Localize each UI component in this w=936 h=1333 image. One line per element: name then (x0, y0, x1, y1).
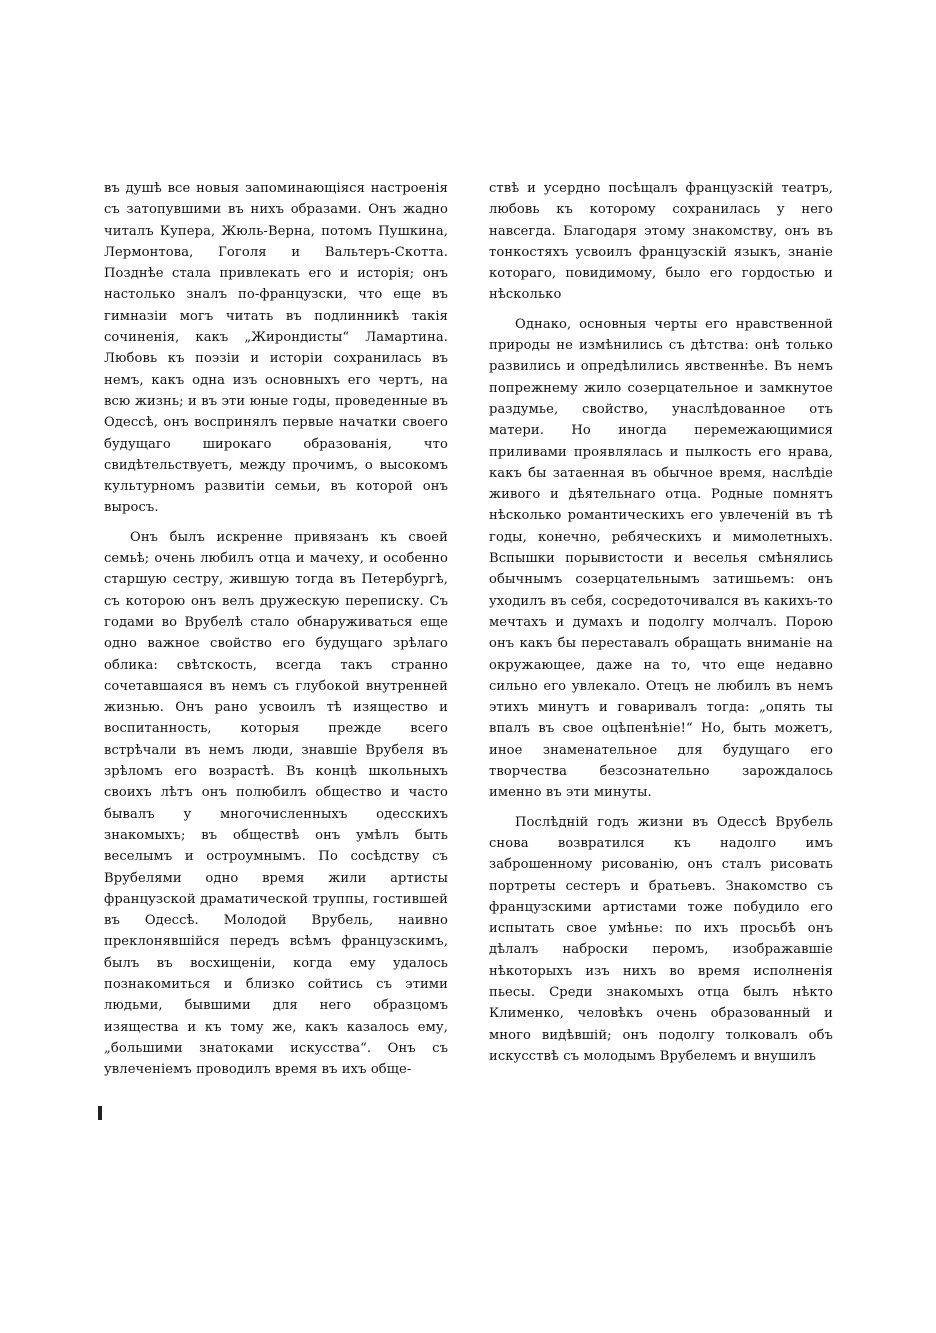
paragraph: ствѣ и усердно посѣщалъ французскій театръ, любовь къ которому сохранилась у него навсегда. Благодаря этому знакомству, онъ въ тонкостяхъ усвоилъ французскій языкъ, знаніе котораго, повидимому, было его гордостью и нѣсколько (489, 181, 833, 303)
left-column (104, 178, 448, 1088)
paragraph: Послѣдній годъ жизни въ Одессѣ Врубель снова возвратился къ надолго имъ заброшенному рисованію, онъ сталъ рисовать портреты сестеръ и братьевъ. Знакомство съ французскими артистами тоже побудило его испытать свое умѣнье: по ихъ просьбѣ онъ дѣлалъ наброски перомъ, изображавшіе нѣкоторыхъ изъ нихъ во время исполненія пьесы. Среди знакомыхъ отца былъ нѣкто Клименко, человѣкъ очень образованный и много видѣвшій; онъ подолгу толковалъ объ искусствѣ съ молодымъ Врубелемъ и внушилъ (489, 814, 833, 1064)
paragraph: Онъ былъ искренне привязанъ къ своей семьѣ; очень любилъ отца и мачеху, и особенно старшую сестру, жившую тогда въ Петербургѣ, съ которою онъ велъ дружескую переписку. Съ годами во Врубелѣ стало обнаруживаться еще одно важное свойство его будущаго зрѣлаго облика: свѣтскость, всегда такъ странно сочетавшаяся въ немъ съ глубокой внутренней жизнью. Онъ рано усвоилъ тѣ изящество и воспитанность, которыя прежде всего встрѣчали въ немъ люди, знавшіе Врубеля въ зрѣломъ его возрастѣ. Въ концѣ школьныхъ своихъ лѣтъ онъ полюбилъ общество и часто бывалъ у многочисленныхъ одесскихъ знакомыхъ; въ обществѣ онъ умѣлъ быть веселымъ и остроумнымъ. По сосѣдству съ Врубелями одно время жили артисты французской драматической труппы, гостившей въ Одессѣ. Молодой Врубель, наивно преклонявшійся передъ всѣмъ французскимъ, былъ въ восхищеніи, когда ему удалось познакомиться и близко сойтись съ этими людьми, бывшими для него образцомъ изящества и къ тому же, какъ казалось ему, „большими знатоками искусства“. Онъ съ увлеченіемъ проводилъ время въ ихъ обще- (104, 529, 448, 1078)
page-mark (98, 1106, 102, 1120)
paragraph: Однако, основныя черты его нравственной природы не измѣнились съ дѣтства: онѣ только развились и опредѣлились явственнѣе. Въ немъ попрежнему жило созерцательное и замкнутое раздумье, свойство, унаслѣдованное отъ матери. Но иногда перемежающимися приливами проявлялась и пылкость его нрава, какъ бы затаенная въ обычное время, наслѣдіе живого и дѣятельнаго отца. Родные помнятъ нѣсколько романтическихъ его увлеченій въ тѣ годы, конечно, ребяческихъ и мимолетныхъ. Вспышки порывистости и веселья смѣнялись обычнымъ созерцательнымъ затишьемъ: онъ уходилъ въ себя, сосредоточивался въ какихъ-то мечтахъ и думахъ и подолгу молчалъ. Порою онъ какъ бы переставалъ обращать вниманіе на окружающее, даже на то, что еще недавно сильно его увлекало. Отецъ не любилъ въ немъ этихъ минутъ и говаривалъ тогда: „опять ты впалъ въ свое оцѣпенѣніе!“ Но, быть можетъ, иное знаменательное для будущаго его творчества безсознательно зарождалось именно въ эти минуты. (489, 316, 833, 801)
right-column (489, 178, 833, 1075)
paragraph: въ душѣ все новыя запоминающіяся настроенія съ затопувшими въ нихъ образами. Онъ жадно читалъ Купера, Жюль-Верна, потомъ Пушкина, Лермонтова, Гоголя и Вальтеръ-Скотта. Позднѣе стала привлекать его и исторія; онъ настолько зналъ по-французски, что еще въ гимназіи могъ читать въ подлинникѣ такія сочиненія, какъ „Жирондисты“ Ламартина. Любовь къ поэзіи и исторіи сохранилась въ немъ, какъ одна изъ основныхъ его чертъ, на всю жизнь; и въ эти юные годы, проведенные въ Одессѣ, онъ воспринялъ первые начатки своего будущаго широкаго образованія, что свидѣтельствуетъ, между прочимъ, о высокомъ культурномъ развитіи семьи, въ которой онъ выросъ. (104, 181, 448, 516)
